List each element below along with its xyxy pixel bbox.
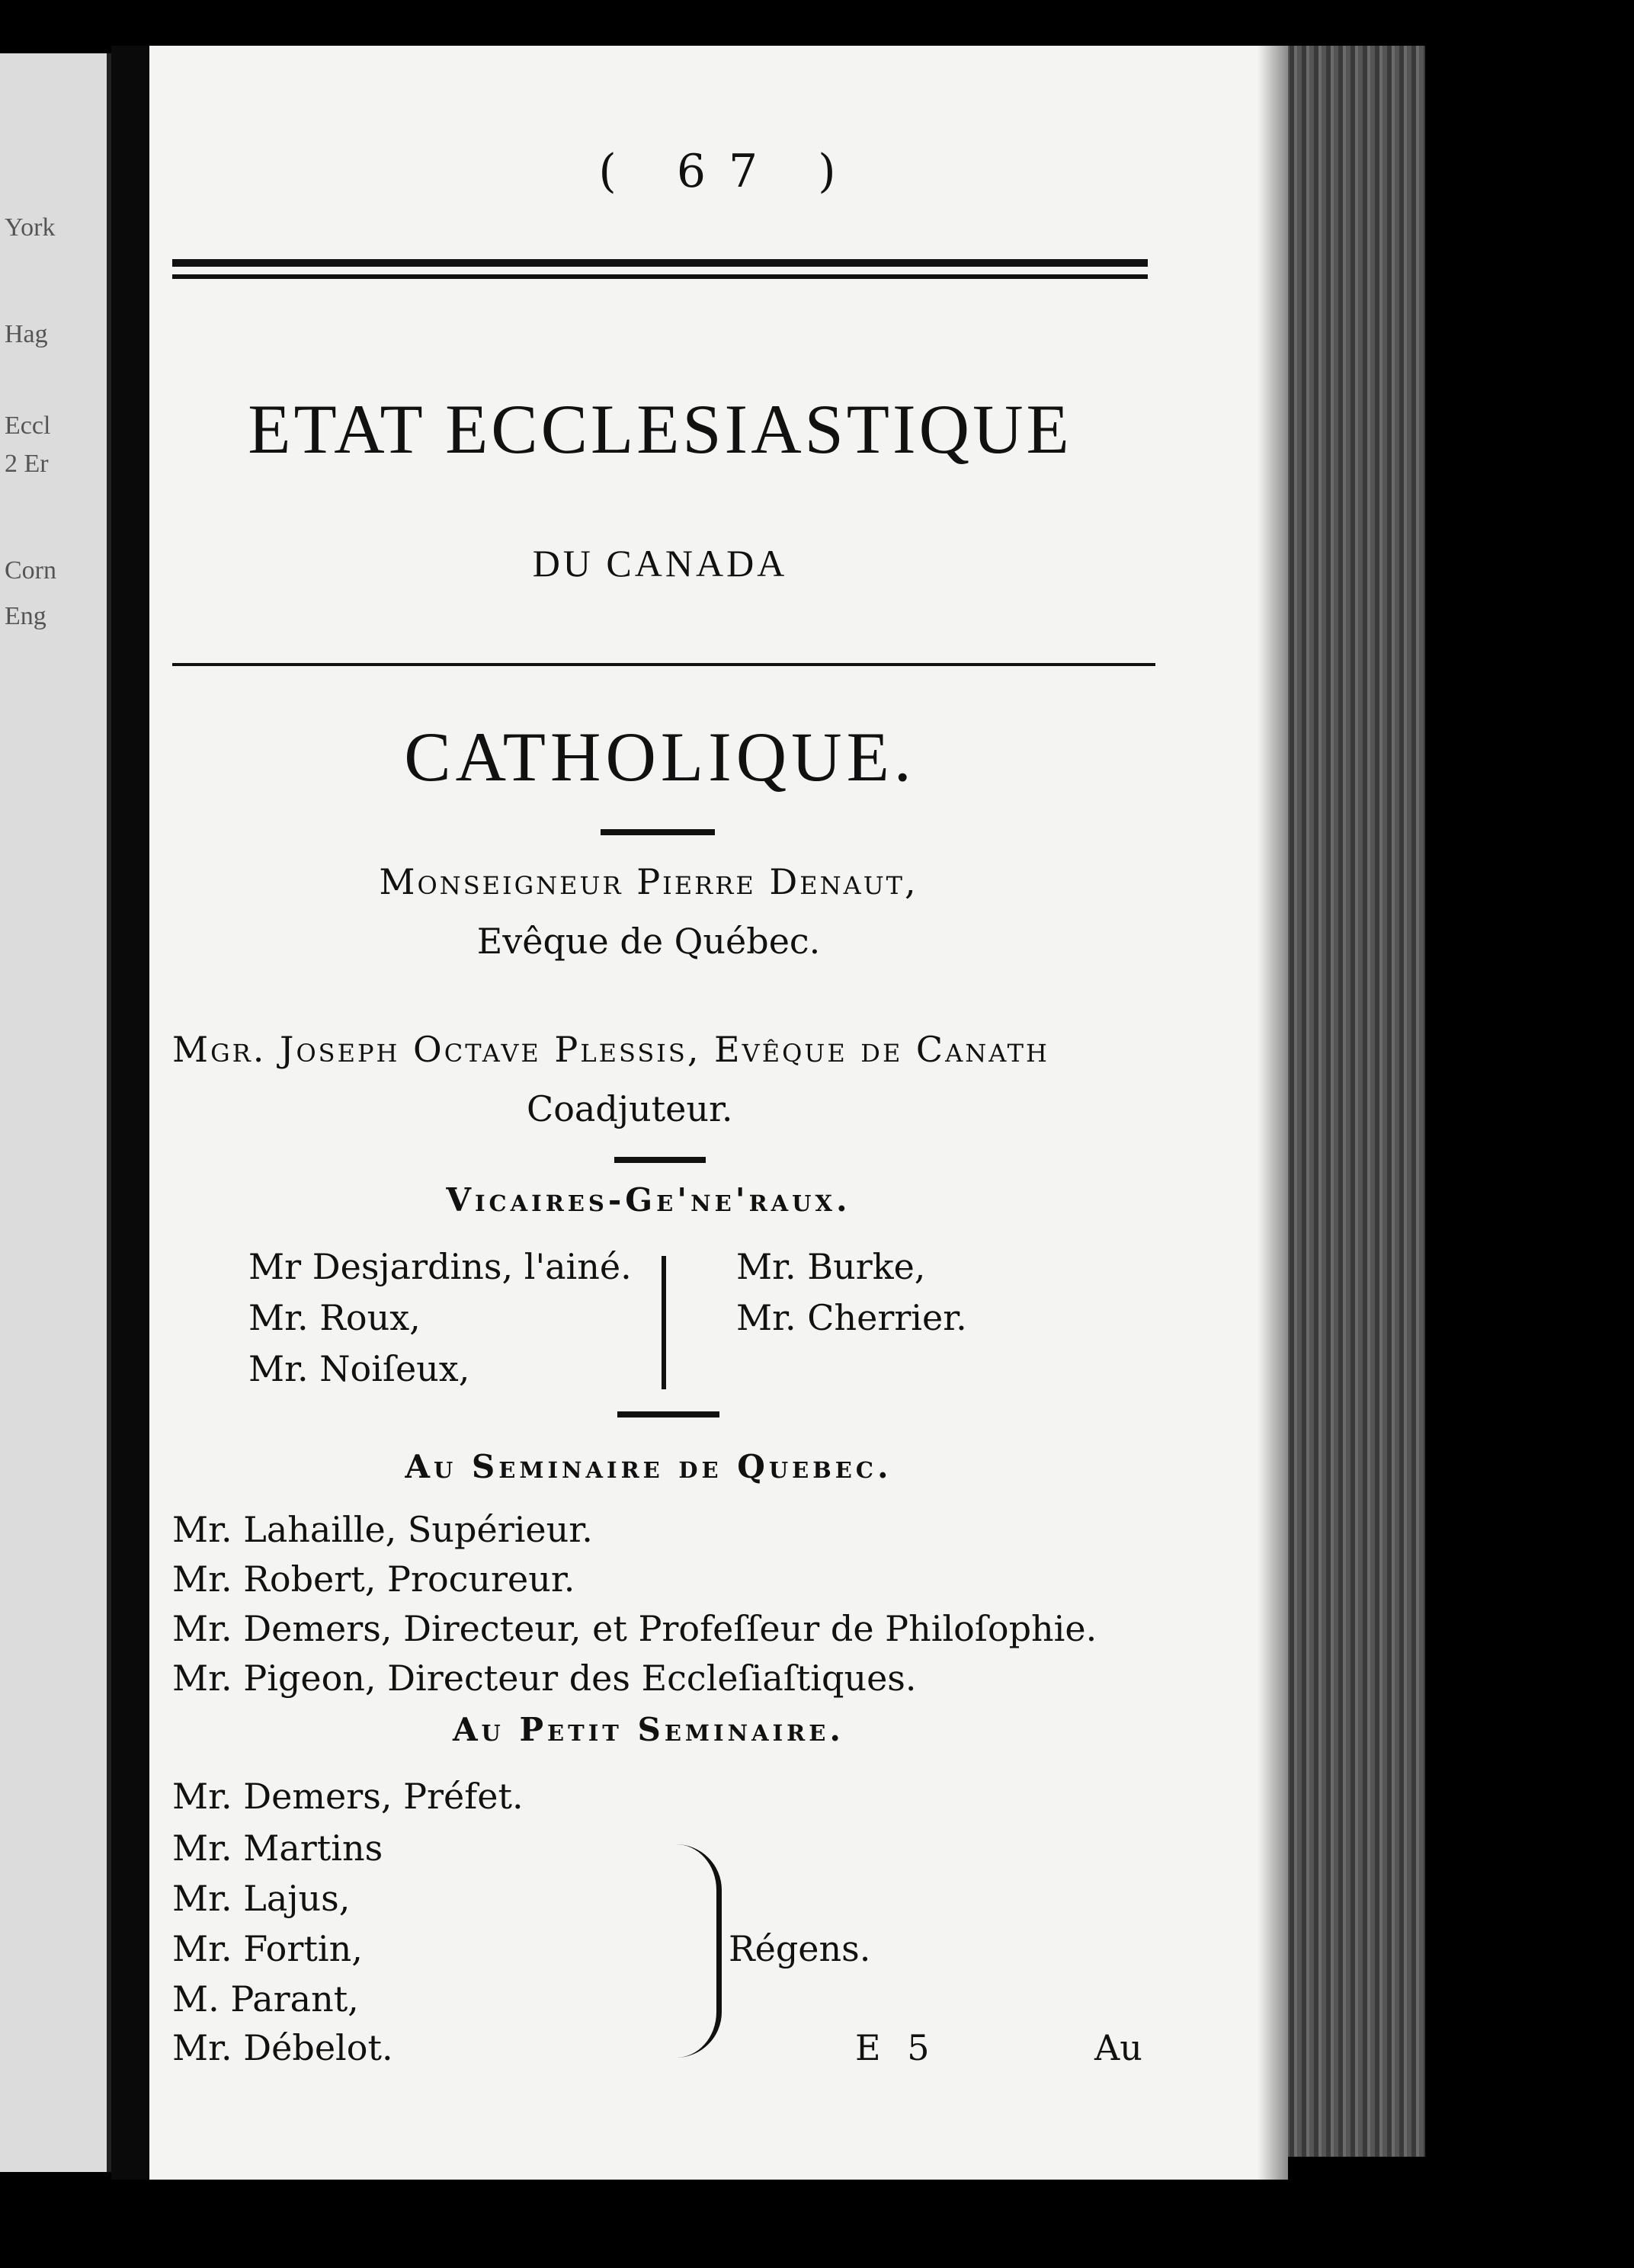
page-subtitle: DU CANADA xyxy=(532,542,788,585)
page-number: ( 67 ) xyxy=(598,145,859,198)
regent-entry: M. Parant, xyxy=(172,1978,359,2020)
regens-brace xyxy=(671,1844,722,2058)
vicaire-entry: Mr. Cherrier. xyxy=(736,1297,967,1338)
bishop-title: Evêque de Québec. xyxy=(476,921,821,962)
seminaire-entry: Mr. Demers, Directeur, et Profeſſeur de Philoſophie. xyxy=(172,1608,1097,1649)
seminaire-heading: Au Seminaire de Quebec. xyxy=(405,1448,892,1485)
left-page-fragment: 2 Er xyxy=(5,450,49,478)
seminaire-entry: Mr. Lahaille, Supérieur. xyxy=(172,1509,593,1550)
left-page-fragment: York xyxy=(5,213,56,242)
vicaire-entry: Mr. Roux, xyxy=(248,1297,421,1338)
section-divider xyxy=(601,829,715,835)
title-rule xyxy=(172,663,1155,666)
catchword: Au xyxy=(1094,2027,1142,2068)
prefet-entry: Mr. Demers, Préfet. xyxy=(172,1776,524,1817)
page-edge-shadow xyxy=(1258,46,1288,2180)
signature-mark: E 5 xyxy=(855,2027,937,2068)
regent-entry: Mr. Martins xyxy=(172,1828,383,1869)
vicaire-entry: Mr. Noiſeux, xyxy=(248,1348,470,1389)
coadjutor-title: Coadjuteur. xyxy=(527,1088,733,1129)
book-page xyxy=(149,46,1285,2180)
bishop-name: Monſeigneur Pierre Denaut, xyxy=(379,861,918,902)
book-gutter xyxy=(111,46,149,2180)
seminaire-entry: Mr. Robert, Procureur. xyxy=(172,1558,575,1600)
regent-entry: Mr. Débelot. xyxy=(172,2027,393,2068)
vicaire-entry: Mr Desjardins, l'ainé. xyxy=(248,1246,632,1287)
vicaires-heading: Vicaires-Ge'ne'raux. xyxy=(446,1181,851,1219)
book-page-edges xyxy=(1273,46,1425,2157)
section-divider xyxy=(614,1157,706,1163)
column-separator xyxy=(662,1256,666,1389)
left-page-fragment: Corn xyxy=(5,556,56,585)
coadjutor-name: Mgr. Joseph Octave Plessis, Evêque de Canath xyxy=(172,1029,1049,1070)
previous-page-edge xyxy=(0,53,111,2172)
header-rule xyxy=(172,274,1148,279)
regens-label: Régens. xyxy=(729,1928,871,1969)
left-page-fragment: Eng xyxy=(5,602,46,630)
left-page-fragment: Eccl xyxy=(5,412,51,440)
petit-seminaire-heading: Au Petit Seminaire. xyxy=(452,1711,845,1748)
vicaire-entry: Mr. Burke, xyxy=(736,1246,926,1287)
header-rule xyxy=(172,259,1148,267)
regent-entry: Mr. Fortin, xyxy=(172,1928,363,1969)
section-title: CATHOLIQUE. xyxy=(404,718,916,796)
seminaire-entry: Mr. Pigeon, Directeur des Eccleſiaſtiques. xyxy=(172,1658,917,1699)
regent-entry: Mr. Lajus, xyxy=(172,1878,351,1919)
left-page-fragment: Hag xyxy=(5,320,48,348)
section-divider xyxy=(617,1411,719,1418)
page-title: ETAT ECCLESIASTIQUE xyxy=(248,390,1072,468)
